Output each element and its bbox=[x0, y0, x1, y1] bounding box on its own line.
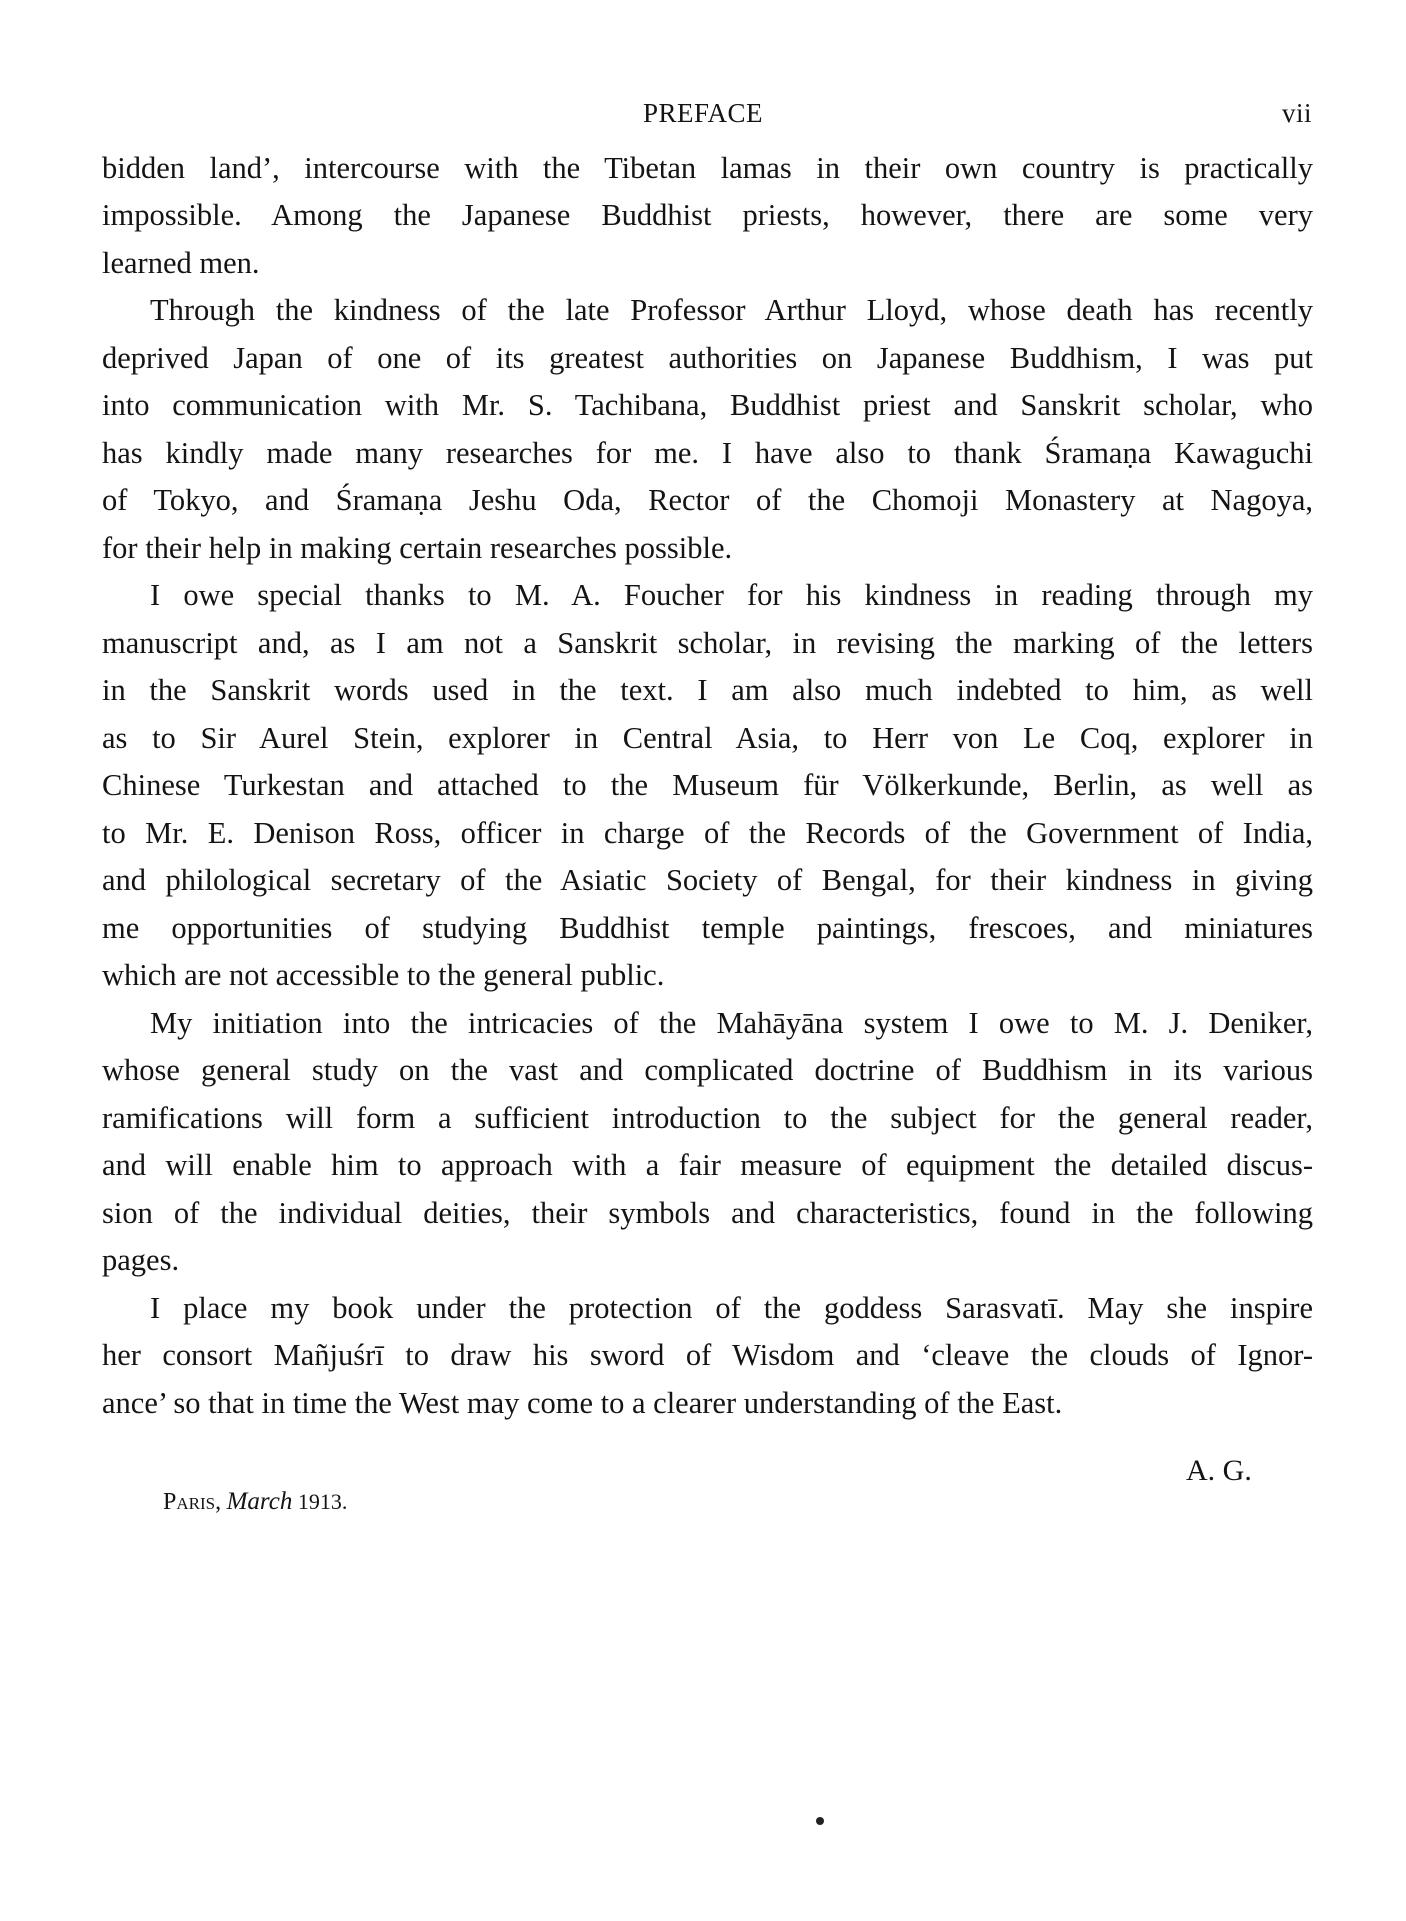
text-line: manuscript and, as I am not a Sanskrit scholar, in revising the marking of the letters bbox=[102, 626, 1313, 660]
text-line: in the Sanskrit words used in the text. I am also much indebted to him, as well bbox=[102, 673, 1313, 707]
text-line: whose general study on the vast and complicated doctrine of Buddhism in its various bbox=[102, 1053, 1313, 1087]
text-line: impossible. Among the Japanese Buddhist priests, however, there are some very bbox=[102, 198, 1313, 232]
page-number: vii bbox=[1281, 98, 1312, 128]
dateline-year: 1913. bbox=[297, 1489, 348, 1514]
text-line: learned men. bbox=[102, 246, 260, 280]
running-head-title: PREFACE bbox=[642, 98, 764, 128]
text-line: into communication with Mr. S. Tachibana, Buddhist priest and Sanskrit scholar, who bbox=[102, 388, 1313, 422]
text-line: deprived Japan of one of its greatest authorities on Japanese Buddhism, I was put bbox=[102, 341, 1313, 375]
text-line: which are not accessible to the general public. bbox=[102, 958, 665, 992]
text-line: of Tokyo, and Śramaṇa Jeshu Oda, Rector of the Chomoji Monastery at Nagoya, bbox=[102, 483, 1313, 517]
text-line: ance’ so that in time the West may come to a clearer understanding of the East. bbox=[102, 1386, 1063, 1420]
dateline-place: Paris, bbox=[163, 1489, 222, 1515]
dateline bbox=[163, 1488, 347, 1516]
text-line: her consort Mañjuśrī to draw his sword of Wisdom and ‘cleave the clouds of Ignor- bbox=[102, 1338, 1313, 1372]
text-line: for their help in making certain researches possible. bbox=[102, 531, 733, 565]
text-line: sion of the individual deities, their symbols and characteristics, found in the following bbox=[102, 1196, 1313, 1230]
text-line: as to Sir Aurel Stein, explorer in Central Asia, to Herr von Le Coq, explorer in bbox=[102, 721, 1313, 755]
text-line: bidden land’, intercourse with the Tibetan lamas in their own country is practically bbox=[102, 151, 1313, 185]
text-line: and will enable him to approach with a fair measure of equipment the detailed discus- bbox=[102, 1148, 1313, 1182]
text-line: has kindly made many researches for me. I have also to thank Śramaṇa Kawaguchi bbox=[102, 436, 1313, 470]
text-line: me opportunities of studying Buddhist temple paintings, frescoes, and miniatures bbox=[102, 911, 1313, 945]
text-line: to Mr. E. Denison Ross, officer in charge of the Records of the Government of India, bbox=[102, 816, 1313, 850]
text-line: pages. bbox=[102, 1243, 180, 1277]
text-line: My initiation into the intricacies of the Mahāyāna system I owe to M. J. Deniker, bbox=[150, 1006, 1313, 1040]
dateline-month: March bbox=[226, 1488, 293, 1515]
signature: A. G. bbox=[1186, 1454, 1252, 1487]
text-line: Chinese Turkestan and attached to the Museum für Völkerkunde, Berlin, as well as bbox=[102, 768, 1313, 802]
text-line: Through the kindness of the late Professor Arthur Lloyd, whose death has recently bbox=[150, 293, 1313, 327]
text-line: I owe special thanks to M. A. Foucher for his kindness in reading through my bbox=[150, 578, 1313, 612]
text-line: I place my book under the protection of the goddess Sarasvatī. May she inspire bbox=[150, 1291, 1313, 1325]
text-line: ramifications will form a sufficient introduction to the subject for the general reader, bbox=[102, 1101, 1313, 1135]
text-line: and philological secretary of the Asiatic Society of Bengal, for their kindness in giving bbox=[102, 863, 1313, 897]
page-mark-dot bbox=[816, 1817, 824, 1825]
